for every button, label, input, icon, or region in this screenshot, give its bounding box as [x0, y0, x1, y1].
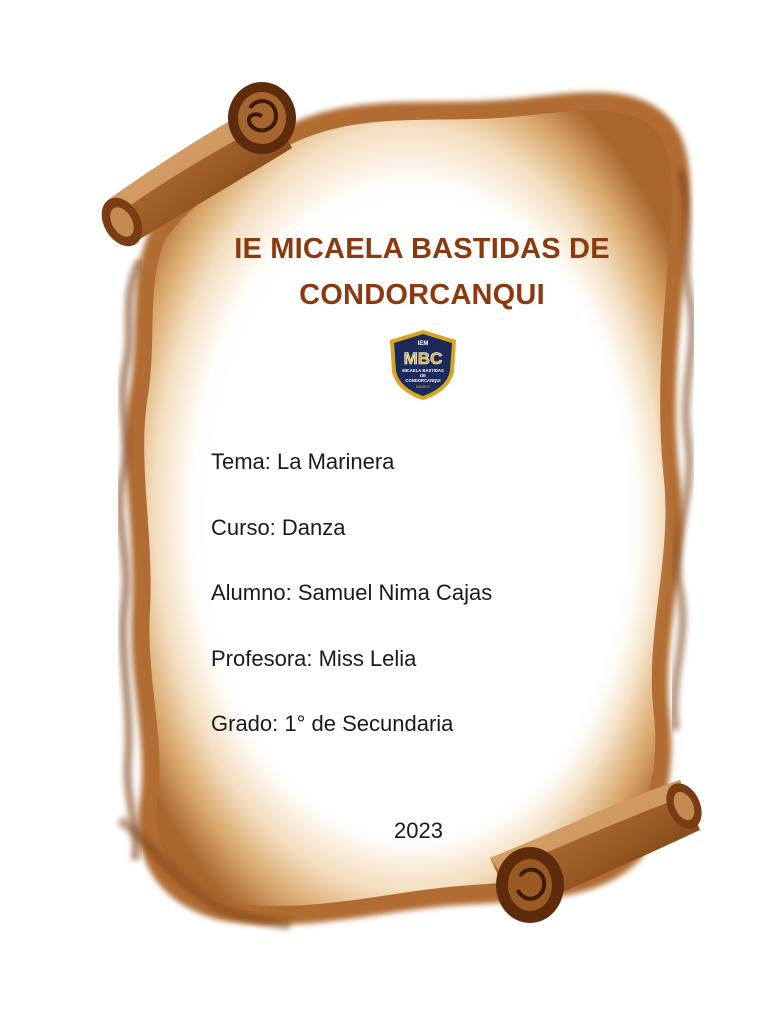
school-crest-logo	[386, 328, 460, 402]
logo-text-line-2: DE	[420, 373, 426, 378]
logo-text-line-1: MICAELA BASTIDAS	[402, 368, 444, 373]
grade-field: Grado: 1° de Secundaria	[211, 711, 454, 736]
topic-field: Tema: La Marinera	[211, 449, 395, 474]
logo-text-line-4: SAMBOS	[415, 385, 431, 389]
logo-monogram: MBC	[403, 349, 443, 368]
logo-text-line-3: CONDORCANQUI	[405, 378, 441, 383]
school-title-line-1: IE MICAELA BASTIDAS DE	[234, 233, 610, 265]
teacher-field: Profesora: Miss Lelia	[211, 646, 417, 671]
logo-label-top: IEM	[417, 341, 429, 347]
year-label: 2023	[394, 818, 443, 843]
school-title-line-2: CONDORCANQUI	[299, 279, 545, 311]
course-field: Curso: Danza	[211, 515, 346, 540]
student-field: Alumno: Samuel Nima Cajas	[211, 580, 493, 605]
